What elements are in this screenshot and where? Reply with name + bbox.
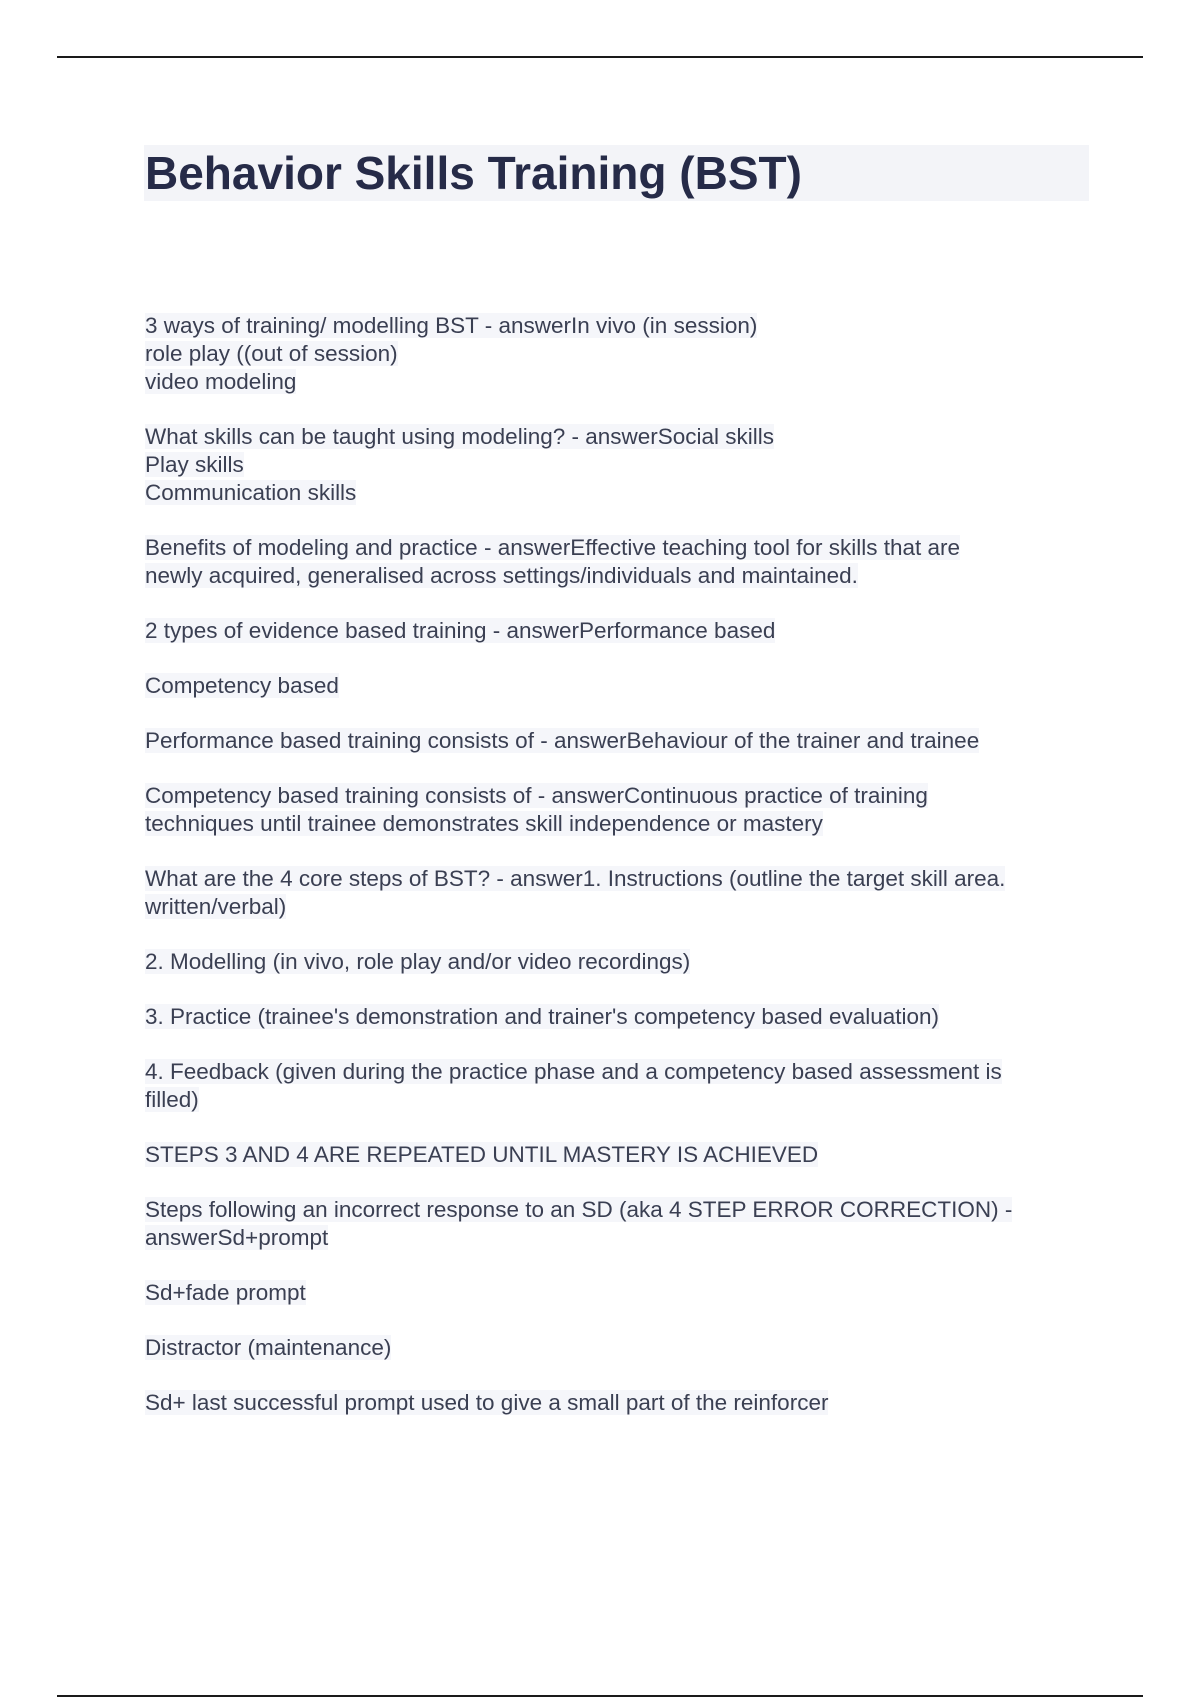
qa-paragraph [145, 312, 1100, 396]
text-line [145, 948, 1100, 976]
text-line-content: 2. Modelling (in vivo, role play and/or video recordings) [145, 949, 691, 974]
text-line [145, 782, 1100, 810]
text-line-content: What skills can be taught using modeling? - answerSocial skills [145, 424, 775, 449]
qa-paragraph [145, 672, 1100, 700]
text-line-content: Sd+fade prompt [145, 1280, 306, 1305]
text-line-content: 3. Practice (trainee's demonstration and trainer's competency based evaluation) [145, 1004, 940, 1029]
text-line-content: Steps following an incorrect response to an SD (aka 4 STEP ERROR CORRECTION) - [145, 1197, 1013, 1222]
qa-paragraph [145, 534, 1100, 590]
text-line-content: video modeling [145, 369, 297, 394]
document-body [145, 312, 1100, 1444]
text-line-content: newly acquired, generalised across settings/individuals and maintained. [145, 563, 858, 588]
qa-paragraph [145, 1334, 1100, 1362]
text-line [145, 562, 1100, 590]
text-line [145, 1003, 1100, 1031]
text-line [145, 1389, 1100, 1417]
text-line [145, 1141, 1100, 1169]
text-line [145, 368, 1100, 396]
qa-paragraph [145, 1058, 1100, 1114]
text-line-content: Distractor (maintenance) [145, 1335, 392, 1360]
qa-paragraph [145, 1141, 1100, 1169]
text-line [145, 1224, 1100, 1252]
text-line [145, 479, 1100, 507]
text-line-content: Communication skills [145, 480, 357, 505]
text-line [145, 810, 1100, 838]
text-line-content: 2 types of evidence based training - answerPerformance based [145, 618, 776, 643]
text-line-content: Sd+ last successful prompt used to give a small part of the reinforcer [145, 1390, 829, 1415]
qa-paragraph [145, 948, 1100, 976]
qa-paragraph [145, 1003, 1100, 1031]
qa-paragraph [145, 1389, 1100, 1417]
text-line-content: answerSd+prompt [145, 1225, 329, 1250]
text-line [145, 1334, 1100, 1362]
qa-paragraph [145, 865, 1100, 921]
qa-paragraph [145, 1279, 1100, 1307]
text-line-content: Benefits of modeling and practice - answerEffective teaching tool for skills that are [145, 535, 961, 560]
text-line-content: techniques until trainee demonstrates skill independence or mastery [145, 811, 823, 836]
text-line [145, 1196, 1100, 1224]
text-line-content: Performance based training consists of - answerBehaviour of the trainer and trainee [145, 728, 980, 753]
text-line [145, 534, 1100, 562]
text-line [145, 672, 1100, 700]
qa-paragraph [145, 423, 1100, 507]
qa-paragraph [145, 617, 1100, 645]
text-line-content: Play skills [145, 452, 244, 477]
text-line [145, 423, 1100, 451]
text-line [145, 1058, 1100, 1086]
text-line-content: What are the 4 core steps of BST? - answer1. Instructions (outline the target skill area. [145, 866, 1006, 891]
text-line-content: role play ((out of session) [145, 341, 398, 366]
text-line-content: 4. Feedback (given during the practice phase and a competency based assessment is [145, 1059, 1002, 1084]
text-line-content: Competency based [145, 673, 339, 698]
text-line [145, 1086, 1100, 1114]
qa-paragraph [145, 782, 1100, 838]
qa-paragraph [145, 1196, 1100, 1252]
page-title: Behavior Skills Training (BST) [145, 147, 802, 199]
text-line-content: written/verbal) [145, 894, 287, 919]
bottom-rule [57, 1695, 1143, 1697]
text-line [145, 865, 1100, 893]
text-line [145, 1279, 1100, 1307]
text-line [145, 340, 1100, 368]
text-line-content: filled) [145, 1087, 199, 1112]
text-line [145, 617, 1100, 645]
text-line-content: 3 ways of training/ modelling BST - answerIn vivo (in session) [145, 313, 758, 338]
text-line-content: STEPS 3 AND 4 ARE REPEATED UNTIL MASTERY IS ACHIEVED [145, 1142, 819, 1167]
text-line [145, 312, 1100, 340]
text-line [145, 893, 1100, 921]
text-line [145, 727, 1100, 755]
text-line-content: Competency based training consists of - answerContinuous practice of training [145, 783, 928, 808]
text-line [145, 451, 1100, 479]
qa-paragraph [145, 727, 1100, 755]
top-rule [57, 56, 1143, 58]
